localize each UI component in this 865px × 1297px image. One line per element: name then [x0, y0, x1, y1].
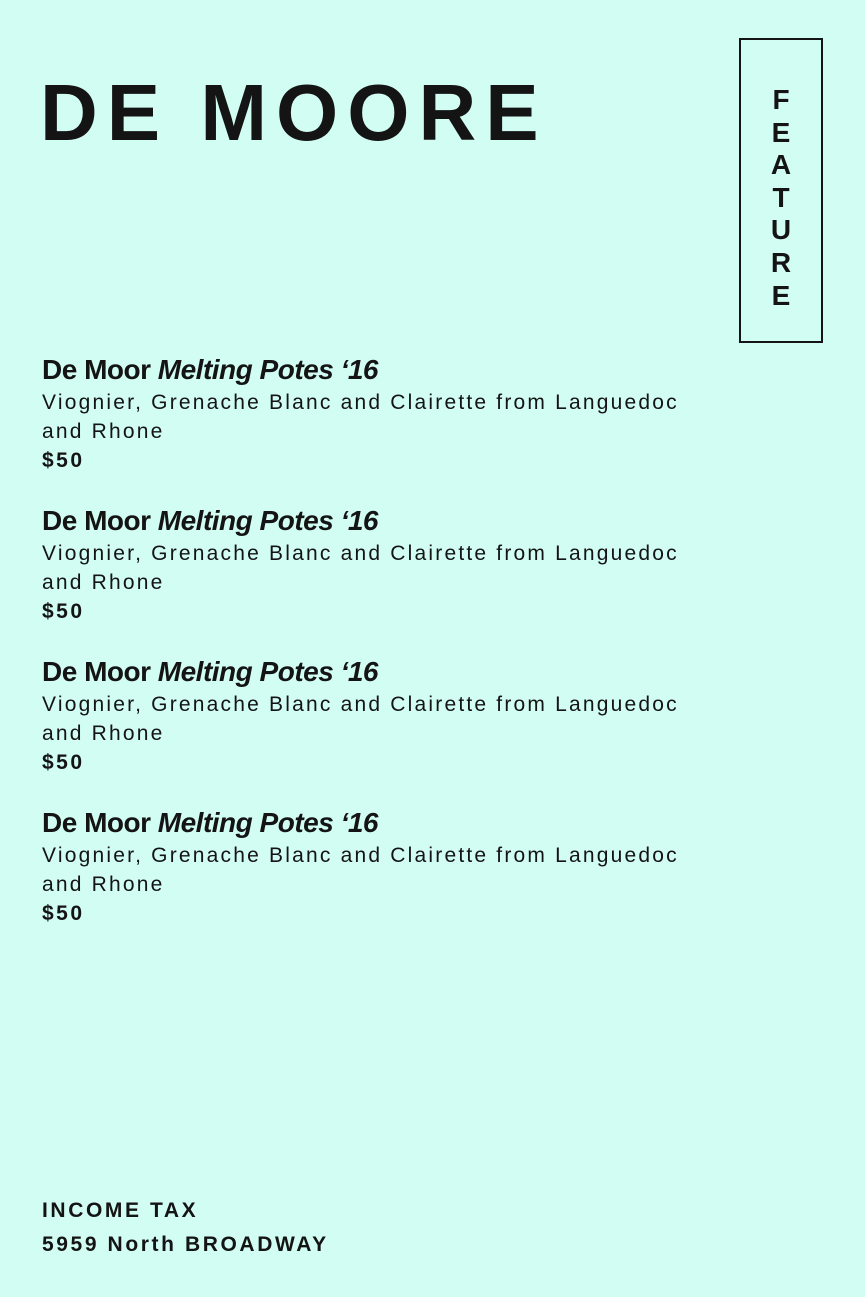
wine-description: Viognier, Grenache Blanc and Clairette from Languedoc and Rhone: [42, 693, 679, 745]
wine-price: $50: [42, 600, 85, 623]
wine-description: Viognier, Grenache Blanc and Clairette from Languedoc and Rhone: [42, 542, 679, 594]
wine-price: $50: [42, 751, 85, 774]
wine-cuvee: Melting Potes ‘16: [157, 354, 378, 385]
wine-name: [42, 503, 702, 539]
wine-price: $50: [42, 902, 85, 925]
feature-letter: T: [772, 181, 790, 213]
feature-letter: U: [770, 214, 792, 246]
wine-name: [42, 805, 702, 841]
wine-item: [42, 654, 702, 805]
feature-letter: F: [772, 84, 790, 115]
feature-badge: [739, 38, 823, 343]
wine-cuvee: Melting Potes ‘16: [157, 505, 378, 536]
wine-price: $50: [42, 449, 85, 472]
feature-letter: A: [770, 149, 792, 181]
wine-producer: De Moor: [42, 354, 151, 385]
wine-producer: De Moor: [42, 656, 151, 687]
wine-description: Viognier, Grenache Blanc and Clairette from Languedoc and Rhone: [42, 391, 679, 443]
wine-cuvee: Melting Potes ‘16: [157, 807, 378, 838]
footer: [42, 1194, 329, 1262]
wine-description: Viognier, Grenache Blanc and Clairette from Languedoc and Rhone: [42, 844, 679, 896]
wine-producer: De Moor: [42, 807, 151, 838]
wine-producer: De Moor: [42, 505, 151, 536]
page-title: DE MOORE: [40, 68, 548, 157]
wine-cuvee: Melting Potes ‘16: [157, 656, 378, 687]
wine-name: [42, 352, 702, 388]
feature-label: [741, 84, 821, 312]
wine-item: [42, 805, 702, 956]
feature-letter: R: [770, 246, 792, 278]
venue-name: INCOME TAX: [42, 1199, 199, 1222]
feature-letter: E: [771, 279, 791, 311]
venue-address: 5959 North BROADWAY: [42, 1233, 329, 1256]
wine-name: [42, 654, 702, 690]
wine-list: [42, 352, 702, 956]
wine-item: [42, 352, 702, 503]
feature-letter: E: [771, 116, 791, 148]
wine-item: [42, 503, 702, 654]
